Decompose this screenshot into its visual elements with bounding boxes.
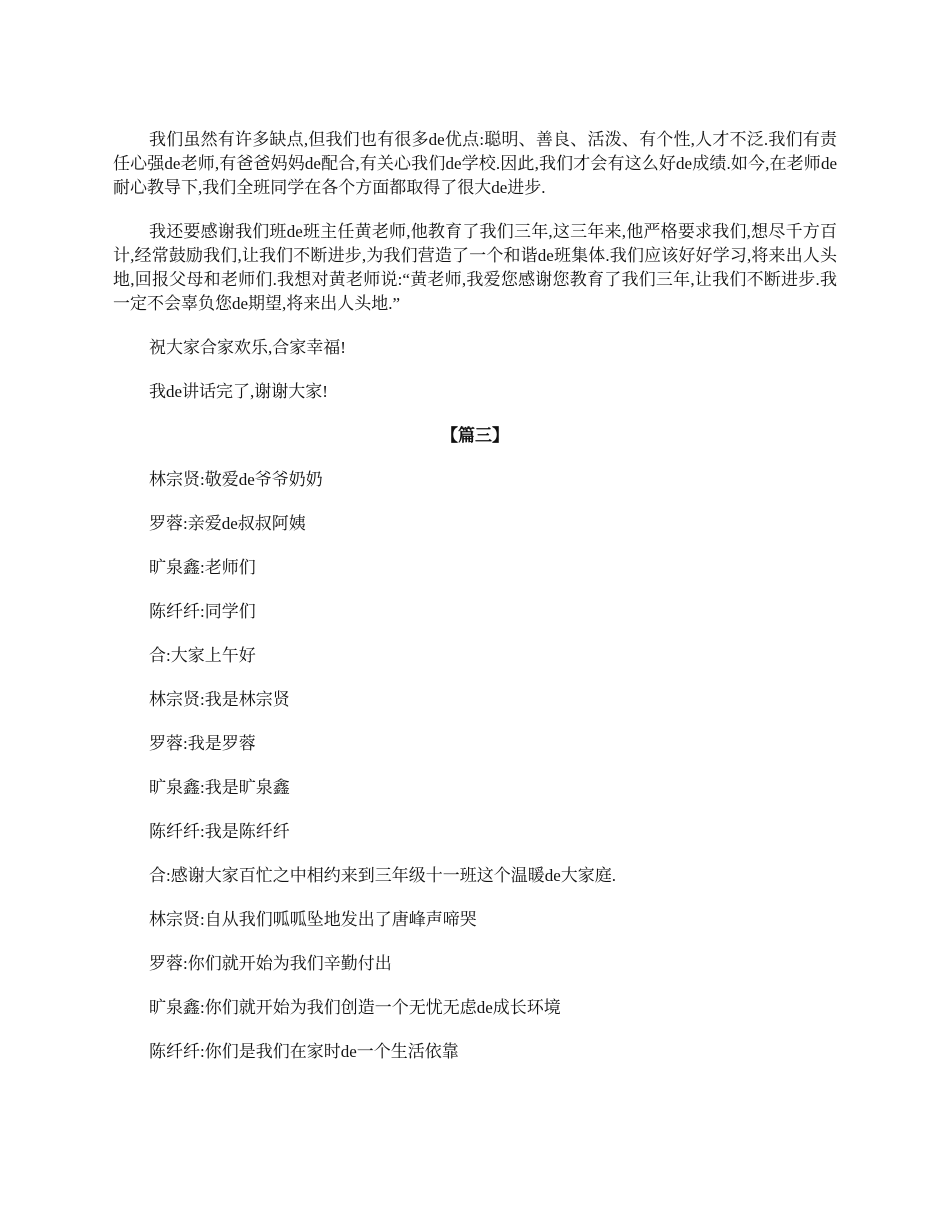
dialogue-list [113, 468, 837, 1084]
dialogue-line: 罗蓉:你们就开始为我们辛勤付出 [149, 954, 392, 973]
dialogue-line: 林宗贤:敬爱de爷爷奶奶 [149, 470, 323, 489]
paragraph-wishes: 祝大家合家欢乐,合家幸福! [149, 338, 346, 357]
dialogue-line: 旷泉鑫:你们就开始为我们创造一个无忧无虑de成长环境 [149, 998, 561, 1017]
document-page [113, 128, 837, 1084]
dialogue-line: 陈纤纤:我是陈纤纤 [149, 822, 290, 841]
dialogue-line: 合:感谢大家百忙之中相约来到三年级十一班这个温暖de大家庭. [149, 866, 617, 885]
dialogue-line: 罗蓉:我是罗蓉 [149, 734, 256, 753]
paragraph-thanks-teacher: 我还要感谢我们班de班主任黄老师,他教育了我们三年,这三年来,他严格要求我们,想尽千方百计,经常鼓励我们,让我们不断进步,为我们营造了一个和谐de班集体.我们应该好好学习,将来出人头地,回报父母和老师们.我想对黄老师说:“黄老师,我爱您感谢您教育了我们三年,让我们不断进步.我一定不会辜负您de期望,将来出人头地.” [113, 222, 837, 313]
dialogue-line: 旷泉鑫:老师们 [149, 558, 256, 577]
paragraph-closing: 我de讲话完了,谢谢大家! [149, 382, 328, 401]
dialogue-line: 林宗贤:我是林宗贤 [149, 690, 290, 709]
dialogue-line: 合:大家上午好 [149, 646, 256, 665]
section-heading: 【篇三】 [441, 426, 509, 445]
paragraph-strengths: 我们虽然有许多缺点,但我们也有很多de优点:聪明、善良、活泼、有个性,人才不泛.我们有责任心强de老师,有爸爸妈妈de配合,有关心我们de学校.因此,我们才会有这么好de成绩.如今,在老师de耐心教导下,我们全班同学在各个方面都取得了很大de进步. [113, 130, 837, 197]
dialogue-line: 陈纤纤:你们是我们在家时de一个生活依靠 [149, 1042, 459, 1061]
dialogue-line: 林宗贤:自从我们呱呱坠地发出了唐峰声啼哭 [149, 910, 477, 929]
dialogue-line: 陈纤纤:同学们 [149, 602, 256, 621]
dialogue-line: 旷泉鑫:我是旷泉鑫 [149, 778, 290, 797]
dialogue-line: 罗蓉:亲爱de叔叔阿姨 [149, 514, 306, 533]
